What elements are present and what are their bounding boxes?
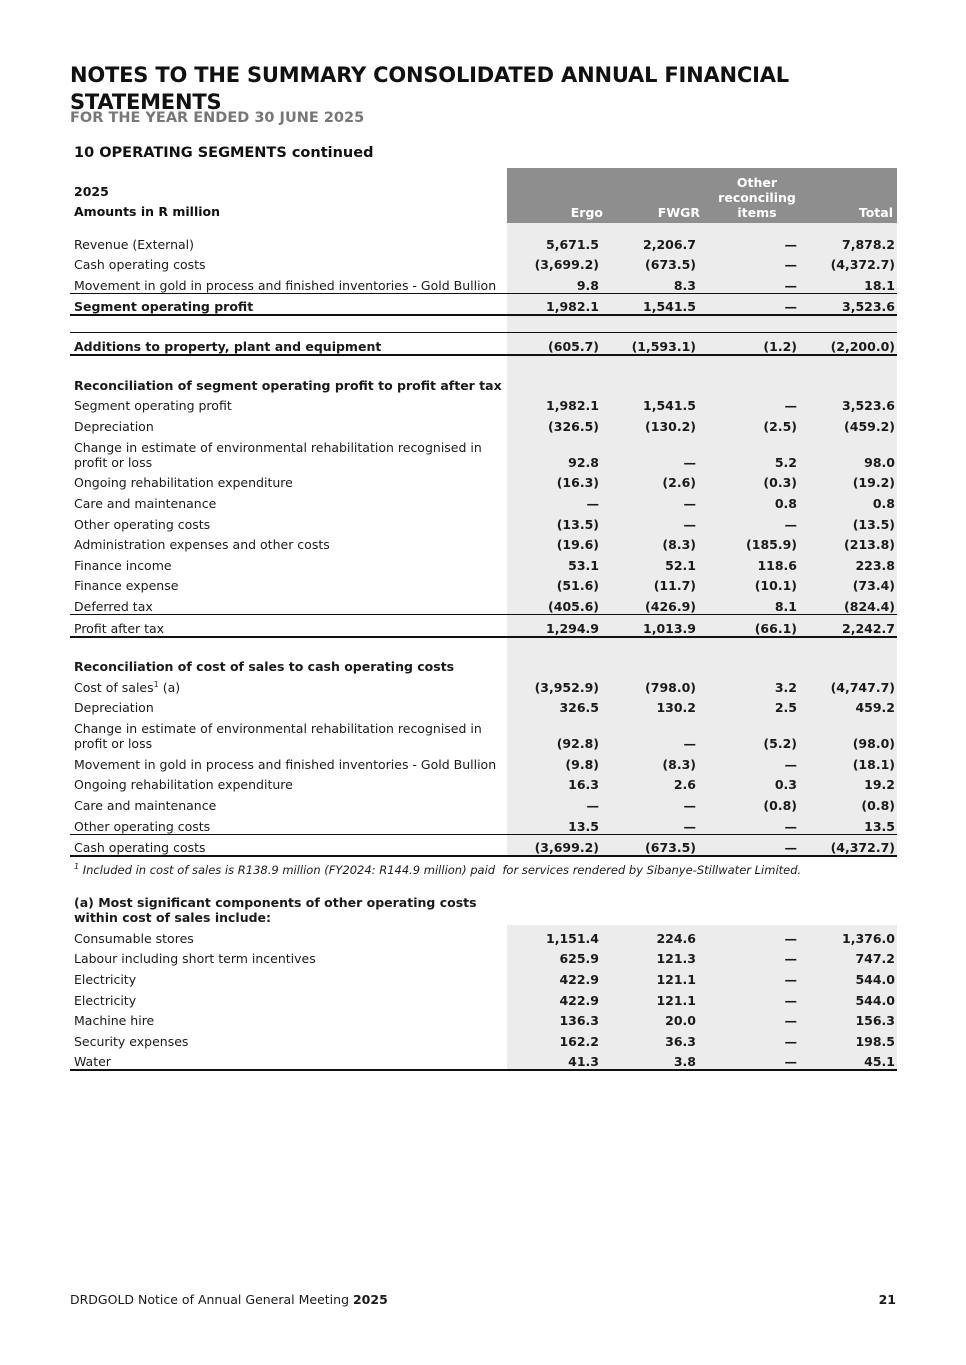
footnote-row (70, 856, 897, 879)
table-header-row (70, 168, 897, 223)
segment-row (70, 231, 897, 252)
row-label: Other operating costs (74, 818, 211, 834)
row-label: Finance expense (74, 578, 179, 594)
cell-total: 98.0 (801, 434, 897, 470)
cell-other: 0.3 (704, 772, 801, 793)
cell-other: — (704, 813, 801, 834)
cell-ergo: (92.8) (507, 715, 607, 751)
row-label: Cash operating costs (70, 834, 507, 856)
subheading-label: (a) Most significant components of other operating costs within cost of sales include: (74, 895, 477, 926)
recon-profit-row (70, 593, 897, 614)
cell-other: 5.2 (704, 434, 801, 470)
spacer-row (70, 223, 897, 231)
cell-ergo: 13.5 (507, 813, 607, 834)
row-label: Segment operating profit (74, 398, 232, 414)
component-row (70, 987, 897, 1008)
recon-profit-row (70, 393, 897, 414)
row-label: Security expenses (74, 1033, 189, 1049)
cell-other: (185.9) (704, 532, 801, 553)
recon-profit-row (70, 434, 897, 470)
row-label: Segment operating profit (70, 293, 507, 315)
cell-total: 544.0 (801, 966, 897, 987)
cell-ergo: — (507, 792, 607, 813)
cell-total: (2,200.0) (801, 333, 897, 355)
cell-fwgr: (673.5) (607, 834, 704, 856)
cell-ergo: 326.5 (507, 695, 607, 716)
components-heading-row (70, 895, 897, 925)
operating-segments-table (70, 168, 897, 1071)
cell-ergo: (16.3) (507, 470, 607, 491)
cell-fwgr: — (607, 490, 704, 511)
cost-of-sales-label: Cost of sales (74, 679, 154, 695)
cell-ergo: 16.3 (507, 772, 607, 793)
recon-profit-row (70, 532, 897, 553)
cell-fwgr: 121.1 (607, 966, 704, 987)
cell-ergo: 162.2 (507, 1028, 607, 1049)
cell-other: (66.1) (704, 614, 801, 636)
cell-total: 13.5 (801, 813, 897, 834)
row-label: Depreciation (74, 700, 154, 716)
row-label: Machine hire (74, 1013, 155, 1029)
column-header-total: Total (801, 168, 897, 223)
row-label: Care and maintenance (74, 495, 217, 511)
row-label: Change in estimate of environmental rehabilitation recognised in profit or loss (74, 721, 482, 752)
row-label: Ongoing rehabilitation expenditure (74, 475, 293, 491)
cell-total: 223.8 (801, 552, 897, 573)
cell-fwgr: — (607, 715, 704, 751)
cell-ergo: (3,952.9) (507, 674, 607, 695)
row-label: Movement in gold in process and finished inventories - Gold Bullion (74, 277, 497, 293)
cell-other: — (704, 966, 801, 987)
cell-fwgr: (11.7) (607, 573, 704, 594)
cell-total: 19.2 (801, 772, 897, 793)
cell-fwgr: 1,541.5 (607, 293, 704, 315)
spacer-row (70, 315, 897, 333)
recon-profit-row (70, 511, 897, 532)
cell-fwgr: 2.6 (607, 772, 704, 793)
cell-other: (0.3) (704, 470, 801, 491)
cell-ergo: 136.3 (507, 1008, 607, 1029)
recon-cost-row (70, 715, 897, 751)
page-number: 21 (878, 1292, 896, 1307)
cell-fwgr: 224.6 (607, 925, 704, 946)
cell-total: 0.8 (801, 490, 897, 511)
recon-cost-row (70, 695, 897, 716)
column-header-ergo: Ergo (507, 168, 607, 223)
cell-fwgr: 130.2 (607, 695, 704, 716)
cell-total: (73.4) (801, 573, 897, 594)
cell-fwgr: (426.9) (607, 593, 704, 614)
cell-other: — (704, 393, 801, 414)
row-label: Electricity (74, 972, 137, 988)
cell-total: 747.2 (801, 946, 897, 967)
recon-profit-row (70, 470, 897, 491)
cell-ergo: (605.7) (507, 333, 607, 355)
row-label (70, 674, 507, 695)
footnote-marker: 1 (153, 679, 159, 689)
cell-fwgr: 1,013.9 (607, 614, 704, 636)
page-title: NOTES TO THE SUMMARY CONSOLIDATED ANNUAL FINANCIAL STATEMENTS (70, 63, 789, 114)
table-body (70, 168, 897, 1070)
cell-ergo: (326.5) (507, 413, 607, 434)
cell-ergo: 1,982.1 (507, 393, 607, 414)
cell-total: 544.0 (801, 987, 897, 1008)
cell-other: (10.1) (704, 573, 801, 594)
column-header-fwgr: FWGR (607, 168, 704, 223)
cell-ergo: 53.1 (507, 552, 607, 573)
cell-other: — (704, 987, 801, 1008)
row-label: Deferred tax (74, 598, 153, 614)
cell-other: 118.6 (704, 552, 801, 573)
cell-other: — (704, 751, 801, 772)
cell-other: (5.2) (704, 715, 801, 751)
cost-of-sales-suffix: (a) (158, 679, 181, 695)
cell-total: (19.2) (801, 470, 897, 491)
cell-other: — (704, 272, 801, 293)
row-label: Change in estimate of environmental rehabilitation recognised in profit or loss (74, 439, 482, 470)
cell-other: 8.1 (704, 593, 801, 614)
recon-profit-row (70, 413, 897, 434)
section-heading: 10 OPERATING SEGMENTS continued (74, 145, 374, 161)
recon-profit-heading-row (70, 372, 897, 393)
cell-other: — (704, 946, 801, 967)
cell-fwgr: (130.2) (607, 413, 704, 434)
column-header-other-reconciling-items: Other reconciling items (704, 168, 801, 223)
row-label: Consumable stores (74, 930, 194, 946)
recon-cost-row (70, 751, 897, 772)
cell-ergo: (13.5) (507, 511, 607, 532)
footnote-text: Included in cost of sales is R138.9 million (FY2024: R144.9 million) paid for services rendered by Sibanye-Stillwater Limited. (79, 862, 802, 877)
cell-ergo: 625.9 (507, 946, 607, 967)
segment-row (70, 272, 897, 293)
row-label: Profit after tax (70, 614, 507, 636)
cell-fwgr: 121.3 (607, 946, 704, 967)
cell-ergo: 41.3 (507, 1049, 607, 1071)
profit-after-tax-row (70, 614, 897, 636)
cell-total: 2,242.7 (801, 614, 897, 636)
cost-of-sales-row (70, 674, 897, 695)
cell-ergo: (3,699.2) (507, 252, 607, 273)
row-label: Administration expenses and other costs (74, 537, 330, 553)
cell-ergo: 1,294.9 (507, 614, 607, 636)
footer-publication (70, 1292, 388, 1307)
component-row (70, 966, 897, 987)
cell-ergo: 1,151.4 (507, 925, 607, 946)
cell-other: — (704, 293, 801, 315)
cell-ergo: — (507, 490, 607, 511)
recon-profit-row (70, 552, 897, 573)
page-subtitle: FOR THE YEAR ENDED 30 JUNE 2025 (70, 110, 365, 126)
recon-cost-heading-row (70, 654, 897, 675)
row-label: Other operating costs (74, 516, 211, 532)
footnote (70, 856, 897, 879)
additions-row (70, 333, 897, 355)
cell-fwgr: — (607, 813, 704, 834)
cell-fwgr: 36.3 (607, 1028, 704, 1049)
row-label: Ongoing rehabilitation expenditure (74, 777, 293, 793)
component-row (70, 946, 897, 967)
cell-total: 3,523.6 (801, 293, 897, 315)
spacer-row (70, 637, 897, 654)
cell-fwgr: 121.1 (607, 987, 704, 1008)
segment-row (70, 252, 897, 273)
cell-fwgr: (8.3) (607, 751, 704, 772)
spacer-row (70, 879, 897, 895)
table-units: Amounts in R million (74, 204, 221, 219)
row-label: Care and maintenance (74, 798, 217, 814)
recon-profit-row (70, 573, 897, 594)
cell-fwgr: 20.0 (607, 1008, 704, 1029)
cell-ergo: (19.6) (507, 532, 607, 553)
row-label: Movement in gold in process and finished inventories - Gold Bullion (74, 756, 497, 772)
table-year: 2025 (74, 184, 109, 199)
component-row (70, 1049, 897, 1071)
footer-year: 2025 (352, 1292, 388, 1307)
cell-other: (2.5) (704, 413, 801, 434)
recon-profit-row (70, 490, 897, 511)
component-row (70, 1028, 897, 1049)
cell-other: 2.5 (704, 695, 801, 716)
cell-fwgr: 8.3 (607, 272, 704, 293)
cell-total: (0.8) (801, 792, 897, 813)
cell-fwgr: 1,541.5 (607, 393, 704, 414)
header-label-cell (70, 168, 507, 223)
cell-fwgr: 3.8 (607, 1049, 704, 1071)
cell-total: 1,376.0 (801, 925, 897, 946)
cell-ergo: 92.8 (507, 434, 607, 470)
row-label: Water (70, 1049, 507, 1071)
cell-total: 7,878.2 (801, 231, 897, 252)
cell-fwgr: (673.5) (607, 252, 704, 273)
recon-cost-row (70, 813, 897, 834)
cell-ergo: 1,982.1 (507, 293, 607, 315)
cell-total: (4,372.7) (801, 252, 897, 273)
row-label: Revenue (External) (74, 236, 195, 252)
component-row (70, 1008, 897, 1029)
cell-other: — (704, 231, 801, 252)
cell-other: — (704, 511, 801, 532)
cell-other: — (704, 1008, 801, 1029)
cell-fwgr: 52.1 (607, 552, 704, 573)
cell-other: — (704, 1028, 801, 1049)
component-row (70, 925, 897, 946)
cell-fwgr: — (607, 792, 704, 813)
cell-fwgr: — (607, 511, 704, 532)
cell-other: — (704, 925, 801, 946)
row-label: Depreciation (74, 418, 154, 434)
footnote-mark: 1 (74, 861, 80, 871)
row-label: Cash operating costs (74, 257, 206, 273)
cell-total: (213.8) (801, 532, 897, 553)
cell-total: 3,523.6 (801, 393, 897, 414)
cell-fwgr: (798.0) (607, 674, 704, 695)
cell-total: 156.3 (801, 1008, 897, 1029)
cell-total: (13.5) (801, 511, 897, 532)
cell-other: 3.2 (704, 674, 801, 695)
cell-ergo: 9.8 (507, 272, 607, 293)
cell-fwgr: (1,593.1) (607, 333, 704, 355)
cell-total: (4,747.7) (801, 674, 897, 695)
cell-fwgr: — (607, 434, 704, 470)
cell-total: 18.1 (801, 272, 897, 293)
cell-ergo: 422.9 (507, 987, 607, 1008)
cell-ergo: 422.9 (507, 966, 607, 987)
cell-ergo: (405.6) (507, 593, 607, 614)
cell-fwgr: (8.3) (607, 532, 704, 553)
cell-ergo: (9.8) (507, 751, 607, 772)
segment-operating-profit-row (70, 293, 897, 315)
subheading-label: Reconciliation of cost of sales to cash operating costs (74, 659, 455, 675)
cell-total: (824.4) (801, 593, 897, 614)
cell-ergo: (3,699.2) (507, 834, 607, 856)
cell-total: 45.1 (801, 1049, 897, 1071)
cell-fwgr: 2,206.7 (607, 231, 704, 252)
spacer-row (70, 355, 897, 372)
recon-cost-row (70, 772, 897, 793)
cell-other: — (704, 252, 801, 273)
cell-ergo: (51.6) (507, 573, 607, 594)
cell-other: (0.8) (704, 792, 801, 813)
cell-other: — (704, 1049, 801, 1071)
cell-fwgr: (2.6) (607, 470, 704, 491)
row-label: Labour including short term incentives (74, 951, 316, 967)
row-label: Finance income (74, 557, 172, 573)
cell-other: (1.2) (704, 333, 801, 355)
cash-operating-costs-row (70, 834, 897, 856)
row-label: Electricity (74, 992, 137, 1008)
cell-total: (4,372.7) (801, 834, 897, 856)
cell-total: (459.2) (801, 413, 897, 434)
cell-total: (98.0) (801, 715, 897, 751)
cell-ergo: 5,671.5 (507, 231, 607, 252)
cell-total: 198.5 (801, 1028, 897, 1049)
cell-total: 459.2 (801, 695, 897, 716)
cell-total: (18.1) (801, 751, 897, 772)
footer-publication-name: DRDGOLD Notice of Annual General Meeting (70, 1292, 353, 1307)
row-label: Additions to property, plant and equipment (70, 333, 507, 355)
subheading-label: Reconciliation of segment operating profit to profit after tax (74, 377, 502, 393)
cell-other: — (704, 834, 801, 856)
recon-cost-row (70, 792, 897, 813)
cell-other: 0.8 (704, 490, 801, 511)
